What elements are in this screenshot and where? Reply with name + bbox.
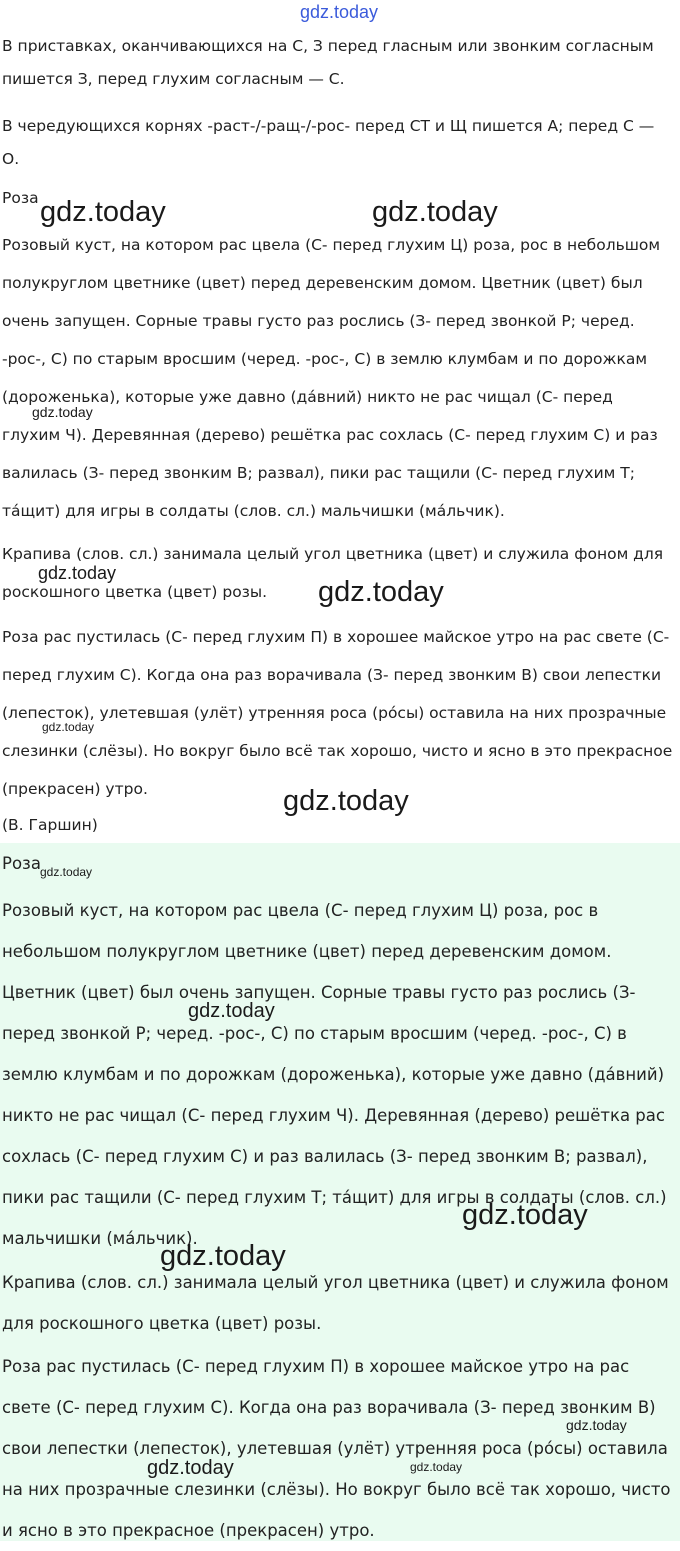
watermark: gdz.today: [318, 576, 444, 608]
watermark: gdz.today: [410, 1460, 463, 1474]
watermark: gdz.today: [188, 1000, 275, 1022]
watermark: gdz.today: [160, 1240, 286, 1272]
text1-para2: Крапива (слов. сл.) занимала целый угол цветника (цвет) и служила фоном для роскошного цветка (цвет) розы.: [2, 545, 664, 601]
rule-prefix: В приставках, оканчивающихся на С, З перед гласным или звонким согласным пишется З, перед глухим согласным — С.: [2, 37, 654, 88]
text1-para3: Роза рас пустилась (С- перед глухим П) в хорошее майское утро на рас свете (С- перед глухим С). Когда она раз ворачивала (З- перед звонким В) свои лепестки (лепесток), улетевшая (улёт) утренняя роса (ро́сы) оставила на них прозрачные слезинки (слёзы). Но вокруг было всё так хорошо, чисто и ясно в это прекрасное (прекрасен) утро.: [2, 628, 673, 798]
header-watermark: gdz.today: [300, 2, 379, 22]
watermark: gdz.today: [566, 1417, 627, 1433]
watermark: gdz.today: [40, 865, 93, 879]
watermark: gdz.today: [42, 720, 95, 734]
watermark: gdz.today: [462, 1199, 588, 1231]
watermark: gdz.today: [38, 563, 117, 583]
rule-roots: В чередующихся корнях -раст-/-ращ-/-рос- перед СТ и Щ пишется А; перед С — О.: [2, 117, 655, 168]
watermark: gdz.today: [32, 404, 93, 420]
text2-para1: Розовый куст, на котором рас цвела (С- перед глухим Ц) роза, рос в небольшом полукруглом цветнике (цвет) перед деревенским домом. Цветник (цвет) был очень запущен. Сорные травы густо раз рослись (З- перед звонкой Р; черед. -рос-, С) по старым вросшим (черед. -рос-, С) в землю клумбам и по дорожкам (дороженька), которые уже давно (да́вний) никто не рас чищал (С- перед глухим Ч). Деревянная (дерево) решётка рас сохлась (С- перед глухим С) и раз валилась (З- перед звонким В; развал), пики рас тащили (С- перед глухим Т; та́щит) для игры в солдаты (слов. сл.) мальчишки (ма́льчик).: [2, 901, 667, 1248]
text1-title: Роза: [2, 189, 39, 207]
watermark: gdz.today: [372, 196, 498, 228]
text2-para2: Крапива (слов. сл.) занимала целый угол цветника (цвет) и служила фоном для роскошного цветка (цвет) розы.: [2, 1273, 669, 1333]
text1-para1: Розовый куст, на котором рас цвела (С- перед глухим Ц) роза, рос в небольшом полукруглом цветнике (цвет) перед деревенским домом. Цветник (цвет) был очень запущен. Сорные травы густо раз рослись (З- перед звонкой Р; черед. -рос-, С) по старым вросшим (черед. -рос-, С) в землю клумбам и по дорожкам (дороженька), которые уже давно (да́вний) никто не рас чищал (С- перед глухим Ч). Деревянная (дерево) решётка рас сохлась (С- перед глухим С) и раз валилась (З- перед звонким В; развал), пики рас тащили (С- перед глухим Т; та́щит) для игры в солдаты (слов. сл.) мальчишки (ма́льчик).: [2, 236, 661, 520]
watermark: gdz.today: [283, 785, 409, 817]
watermark: gdz.today: [147, 1457, 234, 1479]
text2-title: Роза: [2, 854, 41, 873]
watermark: gdz.today: [40, 196, 166, 228]
text1-author: (В. Гаршин): [2, 816, 98, 834]
text2-para3: Роза рас пустилась (С- перед глухим П) в хорошее майское утро на рас свете (С- перед глухим С). Когда она раз ворачивала (З- перед звонким В) свои лепестки (лепесток), улетевшая (улёт) утренняя роса (ро́сы) оставила на них прозрачные слезинки (слёзы). Но вокруг было всё так хорошо, чисто и ясно в это прекрасное (прекрасен) утро.: [2, 1357, 671, 1540]
